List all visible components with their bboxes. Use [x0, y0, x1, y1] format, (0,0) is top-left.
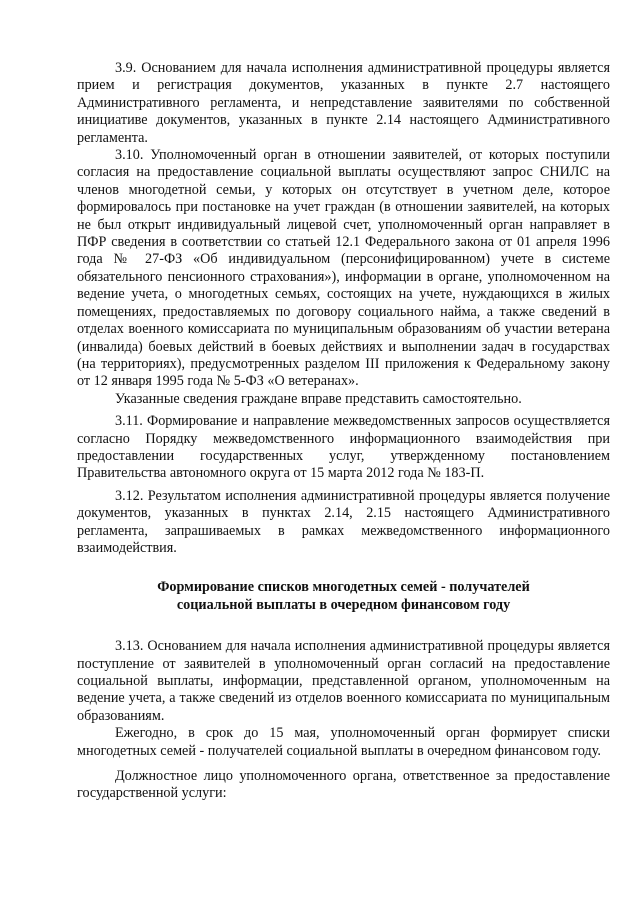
- paragraph-responsible-official: Должностное лицо уполномоченного органа, ответственное за предоставление государственной услуги:: [77, 768, 610, 802]
- section-heading: [77, 579, 610, 614]
- section-heading-line-1: Формирование списков многодетных семей - получателей: [157, 579, 530, 596]
- document-page: [77, 60, 610, 803]
- paragraph-3-11: 3.11. Формирование и направление межведомственных запросов осуществляется согласно Порядку межведомственного информационного взаимодействия при предоставлении государственных услуг, утвержденному постановлением Правительства автономного округа от 15 марта 2012 года № 183-П.: [77, 413, 610, 482]
- paragraph-3-10: 3.10. Уполномоченный орган в отношении заявителей, от которых поступили согласия на предоставление социальной выплаты осуществляют запрос СНИЛС на членов многодетной семьи, у которых он отсутствует в учетном деле, которое формировалось при постановке на учет граждан (в отношении заявителей, на которых не был открыт индивидуальный лицевой счет, уполномоченный орган направляет в ПФР сведения в соответствии со статьей 12.1 Федерального закона от 01 апреля 1996 года № 27-ФЗ «Об индивидуальном (персонифицированном) учете в системе обязательного пенсионного страхования»), информации в органе, уполномоченном на ведение учета, о многодетных семьях, состоящих на учете, нуждающихся в жилых помещениях, предоставляемых по договору социального найма, а также сведений в отделах военного комиссариата по муниципальным образованиям об участии ветерана (инвалида) боевых действий в боевых действиях и выполнении задач в государствах (на территориях), предусмотренных разделом III приложения к Федеральному закону от 12 января 1995 года № 5-ФЗ «О ветеранах».: [77, 147, 610, 390]
- paragraph-3-12: 3.12. Результатом исполнения административной процедуры является получение документов, указанных в пунктах 2.14, 2.15 настоящего Административного регламента, запрашиваемых в рамках межведомственного информационного взаимодействия.: [77, 487, 610, 556]
- section-heading-line-2: социальной выплаты в очередном финансовом году: [176, 596, 511, 613]
- paragraph-annual-lists: Ежегодно, в срок до 15 мая, уполномоченный орган формирует списки многодетных семей - получателей социальной выплаты в очередном финансовом году.: [77, 725, 610, 759]
- paragraph-3-9: 3.9. Основанием для начала исполнения административной процедуры является прием и регистрация документов, указанных в пункте 2.7 настоящего Административного регламента, и непредставление заявителями по собственной инициативе документов, указанных в пункте 2.14 настоящего Административного регламента.: [77, 60, 610, 146]
- paragraph-3-13: 3.13. Основанием для начала исполнения административной процедуры является поступление от заявителей в уполномоченный орган согласий на предоставление социальной выплаты, информации, представленной органом, уполномоченным на ведение учета, а также сведений из отделов военного комиссариата по муниципальным образованиям.: [77, 638, 610, 724]
- paragraph-3-10-note: Указанные сведения граждане вправе представить самостоятельно.: [115, 390, 522, 407]
